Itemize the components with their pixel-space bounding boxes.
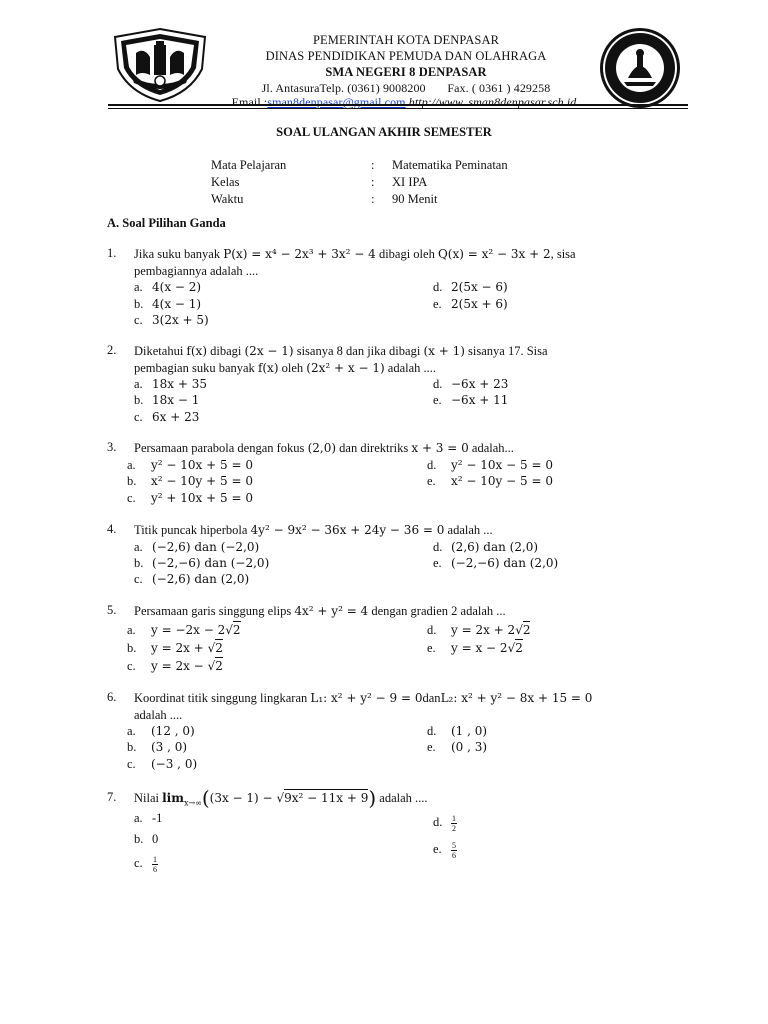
radicand: 2 (515, 641, 523, 655)
option-4d[interactable] (433, 539, 538, 556)
option-5d[interactable]: d. y = 2x + 2√2 (427, 623, 531, 637)
option-1a[interactable] (134, 279, 201, 296)
option-7e[interactable] (433, 841, 457, 860)
option-text: (−3 , 0) (151, 757, 198, 771)
option-5a[interactable]: a. y = −2x − 2√2 (127, 623, 241, 637)
option-label: d. (433, 280, 443, 294)
option-5e[interactable]: e. y = x − 2√2 (427, 641, 523, 655)
option-text: y = 2x + (151, 641, 208, 655)
section-title: A. Soal Pilihan Ganda (107, 216, 226, 230)
denominator: 6 (153, 865, 157, 874)
radicand: 9x² − 11x + 9 (284, 791, 369, 805)
option-label: c. (127, 491, 136, 505)
numerator: 5 (452, 841, 456, 850)
stem-text: Jika suku banyak (134, 247, 224, 261)
question-number: 7. (107, 790, 117, 804)
info-colon: : (371, 192, 375, 206)
option-label: d. (433, 815, 443, 830)
numerator: 1 (153, 855, 157, 864)
radicand: 2 (215, 659, 223, 673)
option-text: y² − 10x − 5 = 0 (451, 458, 553, 472)
letterhead-contact: Jl. AntasuraTelp. (0361) 9008200 Fax. ( 0361 ) 429258 (261, 81, 551, 95)
question-number: 5. (107, 603, 117, 617)
denominator: 6 (452, 851, 456, 860)
option-text: (−2,6) dan (−2,0) (152, 540, 260, 554)
stem-text: Persamaan garis singgung elips (134, 604, 295, 618)
question-number: 2. (107, 343, 117, 357)
option-text: -1 (152, 811, 163, 825)
letterhead-line-department: DINAS PENDIDIKAN PEMUDA DAN OLAHRAGA (265, 49, 547, 63)
option-text: (1 , 0) (451, 724, 488, 738)
option-text: (12 , 0) (151, 724, 195, 738)
info-key: Kelas (211, 175, 240, 189)
letterhead (150, 32, 662, 109)
option-6d[interactable] (427, 723, 487, 740)
stem-text: sisanya 17. Sisa (464, 344, 548, 358)
option-fraction (152, 855, 158, 874)
info-value: 90 Menit (392, 192, 438, 206)
stem-text: dan direktriks (336, 441, 412, 455)
stem-text: adalah .... (376, 791, 428, 805)
numerator: 1 (452, 814, 456, 823)
question-stem (134, 603, 674, 620)
stem-text: dan (422, 691, 441, 705)
option-label: a. (127, 724, 136, 738)
option-label: a. (127, 458, 136, 472)
question-number: 3. (107, 440, 117, 454)
option-3c[interactable] (127, 490, 253, 507)
option-label: a. (134, 377, 143, 391)
option-label: b. (127, 474, 137, 488)
option-label: e. (433, 842, 442, 857)
option-label: a. (127, 623, 136, 637)
option-label: b. (127, 740, 137, 754)
option-text: (−2,−6) dan (2,0) (451, 556, 559, 570)
email-label: Email : (231, 95, 268, 109)
option-4b[interactable] (134, 555, 269, 572)
option-2d[interactable] (433, 376, 508, 393)
stem-text: , sisa (550, 247, 576, 261)
stem-text: oleh (278, 361, 307, 375)
stem-text: adalah... (468, 441, 514, 455)
option-2e[interactable] (433, 392, 508, 409)
stem-math: f(x) (257, 361, 279, 375)
option-2c[interactable] (134, 409, 199, 426)
option-label: d. (427, 724, 437, 738)
question-number: 6. (107, 690, 117, 704)
info-value: Matematika Peminatan (392, 158, 508, 172)
denominator: 2 (452, 824, 456, 833)
limit-operator: lim (162, 791, 184, 805)
option-label: e. (433, 556, 442, 570)
option-1b[interactable] (134, 296, 201, 313)
option-1d[interactable] (433, 279, 508, 296)
option-label: d. (433, 540, 443, 554)
stem-text: Nilai (134, 791, 163, 805)
option-7d[interactable] (433, 814, 457, 833)
option-label: c. (127, 659, 136, 673)
option-label: b. (134, 832, 144, 846)
option-text: 6x + 23 (152, 410, 200, 424)
stem-text: dengan gradien 2 adalah ... (368, 604, 506, 618)
option-text: y = −2x − 2 (151, 623, 226, 637)
stem-math: (2x − 1) (244, 344, 294, 358)
stem-text: Titik puncak hiperbola (134, 523, 251, 537)
stem-math: 4x² + y² = 4 (294, 604, 369, 618)
question-stem (134, 522, 674, 539)
option-fraction (451, 841, 457, 860)
letterhead-divider-thin (108, 108, 688, 109)
question-stem (134, 690, 694, 724)
stem-math: P(x) = x⁴ − 2x³ + 3x² − 4 (223, 247, 376, 261)
stem-math: f(x) (186, 344, 207, 358)
exam-info (211, 157, 551, 208)
option-text: (0 , 3) (451, 740, 488, 754)
info-colon: : (371, 175, 375, 189)
option-text: x² − 10y − 5 = 0 (451, 474, 553, 488)
option-label: d. (433, 377, 443, 391)
school-seal-icon (598, 26, 682, 110)
question-number: 4. (107, 522, 117, 536)
option-text: y = 2x + 2 (451, 623, 516, 637)
option-7c[interactable] (134, 855, 158, 874)
stem-math: 4y² − 9x² − 36x + 24y − 36 = 0 (250, 523, 445, 537)
question-number: 1. (107, 246, 117, 260)
option-label: c. (134, 313, 143, 327)
letterhead-school-name: SMA NEGERI 8 DENPASAR (325, 65, 487, 79)
option-4c[interactable] (134, 571, 249, 588)
email-link[interactable]: sman8denpasar@gmail.com (267, 95, 406, 109)
option-7b[interactable] (134, 831, 158, 848)
option-label: d. (427, 623, 437, 637)
stem-math: L₁: x² + y² − 9 = 0 (310, 691, 423, 705)
info-colon: : (371, 158, 375, 172)
option-label: e. (427, 474, 436, 488)
option-text: 18x − 1 (152, 393, 200, 407)
option-label: a. (134, 280, 143, 294)
option-3b[interactable] (127, 473, 253, 490)
open-paren: ( (201, 786, 210, 810)
option-text: y² − 10x + 5 = 0 (151, 458, 253, 472)
option-label: a. (134, 811, 143, 825)
letterhead-line-government: PEMERINTAH KOTA DENPASAR (312, 33, 500, 47)
option-text: −6x + 23 (451, 377, 509, 391)
stem-math: (2,0) (307, 441, 337, 455)
info-row-time (211, 191, 551, 208)
option-label: e. (427, 740, 436, 754)
stem-text: Persamaan parabola dengan fokus (134, 441, 308, 455)
stem-text: adalah .... (384, 361, 437, 375)
stem-math: (2x² + x − 1) (306, 361, 385, 375)
option-text: (3 , 0) (151, 740, 188, 754)
option-label: d. (427, 458, 437, 472)
option-2b[interactable] (134, 392, 199, 409)
stem-math: Q(x) = x² − 3x + 2 (437, 247, 551, 261)
option-text: 2(5x − 6) (451, 280, 508, 294)
question-stem: Nilai $\lim_{x\to\infty}((3x - 1) - √9x^2 - 11x + 9)$ adalah .... (134, 786, 428, 810)
option-5c[interactable]: c. y = 2x − √2 (127, 659, 223, 673)
option-text: y = 2x − (151, 659, 208, 673)
info-key: Mata Pelajaran (211, 158, 287, 172)
option-7a[interactable] (134, 810, 162, 827)
close-paren: ) (368, 786, 377, 810)
stem-math: (3x − 1) − (209, 791, 277, 805)
stem-math: x + 3 = 0 (411, 441, 469, 455)
info-row-subject (211, 157, 551, 174)
info-key: Waktu (211, 192, 244, 206)
info-value: XI IPA (392, 175, 428, 189)
option-text: y = x − 2 (451, 641, 508, 655)
stem-text: adalah .... (134, 708, 183, 722)
option-2a[interactable] (134, 376, 207, 393)
option-label: b. (134, 393, 144, 407)
option-text: 18x + 35 (152, 377, 207, 391)
option-label: b. (134, 556, 144, 570)
question-stem (134, 246, 674, 280)
option-text: 3(2x + 5) (152, 313, 209, 327)
option-5b[interactable]: b. y = 2x + √2 (127, 641, 223, 655)
stem-text: dibagi oleh (375, 247, 438, 261)
option-6e[interactable] (427, 739, 487, 756)
question-stem (134, 440, 674, 457)
option-text: (−2,−6) dan (−2,0) (152, 556, 270, 570)
question-stem (134, 343, 674, 377)
option-label: e. (433, 297, 442, 311)
stem-text: Diketahui (134, 344, 187, 358)
option-label: c. (127, 757, 136, 771)
exam-title: SOAL ULANGAN AKHIR SEMESTER (276, 125, 492, 139)
radicand: 2 (522, 623, 531, 637)
option-label: e. (433, 393, 442, 407)
option-label: c. (134, 572, 143, 586)
stem-math: (x + 1) (423, 344, 465, 358)
option-label: c. (134, 410, 143, 424)
website-link[interactable]: http://www. sman8denpasar.sch.id (408, 95, 577, 109)
option-1e[interactable] (433, 296, 508, 313)
option-text: (2,6) dan (2,0) (451, 540, 539, 554)
radicand: 2 (232, 623, 241, 637)
stem-text: Koordinat titik singgung lingkaran (134, 691, 311, 705)
letterhead-divider-thick (108, 104, 688, 106)
option-text: 4(x − 1) (152, 297, 202, 311)
option-label: c. (134, 856, 143, 871)
option-label: b. (127, 641, 137, 655)
option-6b[interactable] (127, 739, 187, 756)
option-fraction (451, 814, 457, 833)
option-3e[interactable] (427, 473, 553, 490)
option-text: x² − 10y + 5 = 0 (151, 474, 253, 488)
info-row-class (211, 174, 551, 191)
option-text: 0 (152, 832, 159, 846)
stem-text: adalah ... (444, 523, 493, 537)
option-6c[interactable] (127, 756, 197, 773)
stem-text: pembagiannya adalah .... (134, 264, 259, 278)
option-text: 2(5x + 6) (451, 297, 508, 311)
stem-text: dibagi (207, 344, 245, 358)
radicand: 2 (215, 641, 223, 655)
option-label: a. (134, 540, 143, 554)
option-3a[interactable] (127, 457, 253, 474)
option-text: (−2,6) dan (2,0) (152, 572, 250, 586)
option-4a[interactable] (134, 539, 259, 556)
option-text: 4(x − 2) (152, 280, 202, 294)
option-3d[interactable] (427, 457, 553, 474)
option-text: y² + 10x + 5 = 0 (151, 491, 253, 505)
stem-math: L₂: x² + y² − 8x + 15 = 0 (440, 691, 593, 705)
option-label: b. (134, 297, 144, 311)
option-label: e. (427, 641, 436, 655)
option-1c[interactable] (134, 312, 209, 329)
option-6a[interactable] (127, 723, 195, 740)
option-4e[interactable] (433, 555, 558, 572)
stem-text: sisanya 8 dan jika dibagi (293, 344, 424, 358)
option-text: −6x + 11 (451, 393, 509, 407)
limit-subscript: x→∞ (183, 798, 202, 808)
stem-text: pembagian suku banyak (134, 361, 258, 375)
